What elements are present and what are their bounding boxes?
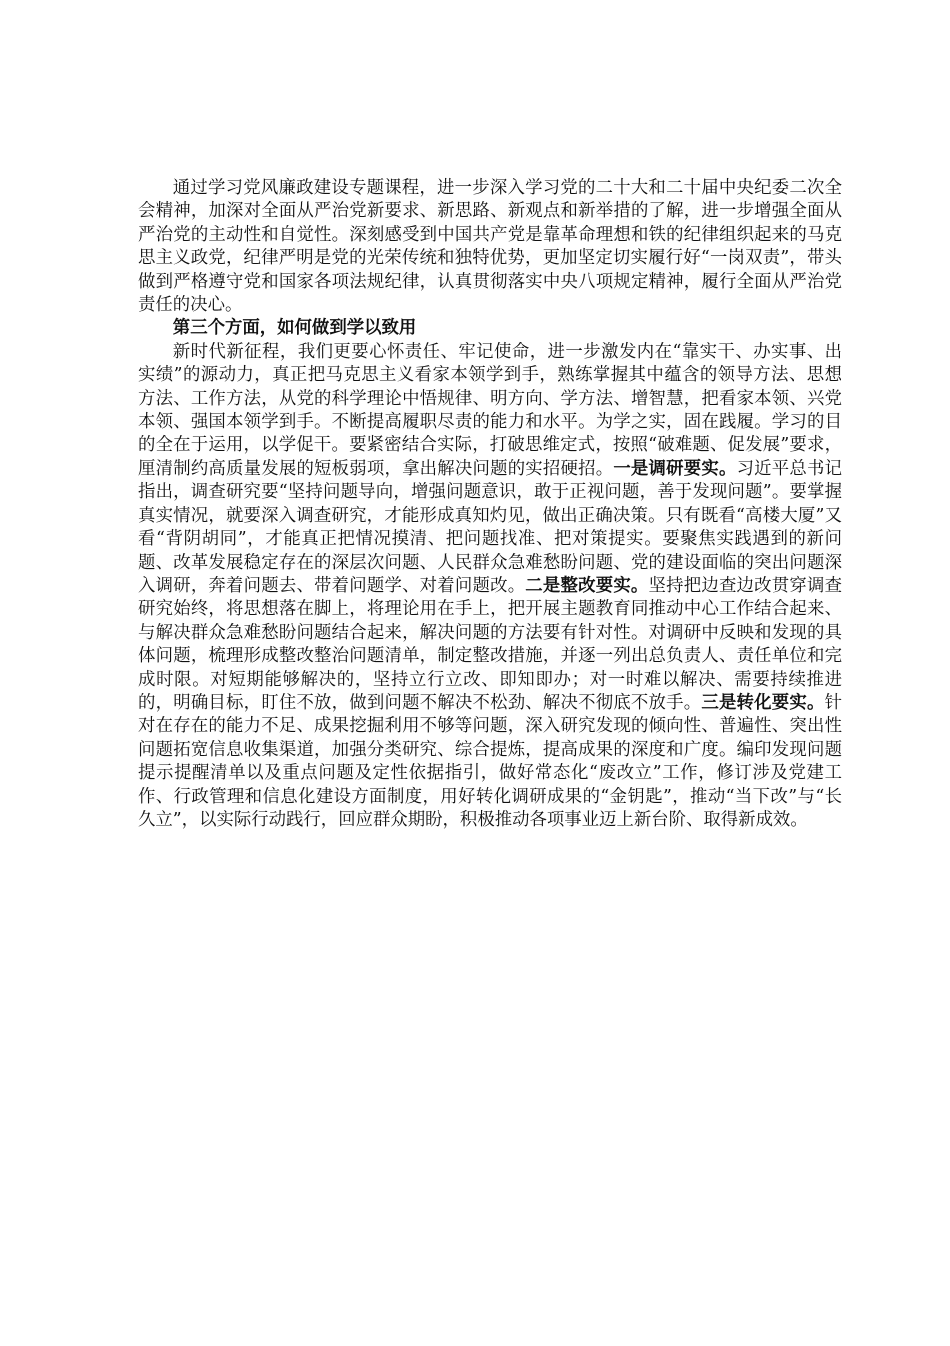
point-2-text: 坚持把边查边改贯穿调查研究始终，将思想落在脚上，将理论用在手上，把开展主题教育同推动中心工作结合起来、与解决群众急难愁盼问题结合起来，解决问题的方法要有针对性。对调研中反映和发现的具体问题，梳理形成整改整治问题清单，制定整改措施，并逐一列出总负责人、责任单位和完成时限。对短期能够解决的，坚持立行立改、即知即办；对一时难以解决、需要持续推进的，明确目标，盯住不放，做到问题不解决不松劲、解决不彻底不放手。 (138, 575, 842, 713)
point-3-title: 三是转化要实。 (701, 692, 825, 713)
paragraph-apply-learning (138, 341, 842, 833)
point-1-text: 习近平总书记指出，调查研究要“坚持问题导向，增强问题意识，敢于正视问题，善于发现问题”。要掌握真实情况，就要深入调查研究，才能形成真知灼见，做出正确决策。只有既看“高楼大厦”又看“背阴胡同”，才能真正把情况摸清、把问题找准、把对策提实。要聚焦实践遇到的新问题、改革发展稳定存在的深层次问题、人民群众急难愁盼问题、党的建设面临的突出问题深入调研，奔着问题去、带着问题学、对着问题改。 (138, 458, 842, 596)
point-3-text: 针对在存在的能力不足、成果挖掘利用不够等问题，深入研究发现的倾向性、普遍性、突出性问题拓宽信息收集渠道，加强分类研究、综合提炼，提高成果的深度和广度。编印发现问题提示提醒清单以及重点问题及定性依据指引，做好常态化“废改立”工作，修订涉及党建工作、行政管理和信息化建设方面制度，用好转化调研成果的“金钥匙”，推动“当下改”与“长久立”，以实际行动践行，回应群众期盼，积极推动各项事业迈上新台阶、取得新成效。 (138, 692, 842, 830)
point-2-title: 二是整改要实。 (525, 575, 649, 596)
paragraph-study-reflection: 通过学习党风廉政建设专题课程，进一步深入学习党的二十大和二十届中央纪委二次全会精神，加深对全面从严治党新要求、新思路、新观点和新举措的了解，进一步增强全面从严治党的主动性和自觉性。深刻感受到中国共产党是靠革命理想和铁的纪律组织起来的马克思主义政党，纪律严明是党的光荣传统和独特优势，更加坚定切实履行好“一岗双责”，带头做到严格遵守党和国家各项法规纪律，认真贯彻落实中央八项规定精神，履行全面从严治党责任的决心。 (138, 178, 842, 316)
section-heading: 第三个方面，如何做到学以致用 (172, 318, 417, 339)
document-body (138, 177, 842, 832)
paragraph-intro-text: 新时代新征程，我们更要心怀责任、牢记使命，进一步激发内在“靠实干、办实事、出实绩”的源动力，真正把马克思主义看家本领学到手，熟练掌握其中蕴含的领导方法、思想方法、工作方法，从党的科学理论中悟规律、明方向、学方法、增智慧，把看家本领、兴党本领、强国本领学到手。不断提高履职尽责的能力和水平。为学之实，固在践履。学习的目的全在于运用，以学促干。要紧密结合实际，打破思维定式，按照“破难题、促发展”要求，厘清制约高质量发展的短板弱项，拿出解决问题的实招硬招。 (138, 341, 842, 479)
point-1-title: 一是调研要实。 (613, 458, 737, 479)
